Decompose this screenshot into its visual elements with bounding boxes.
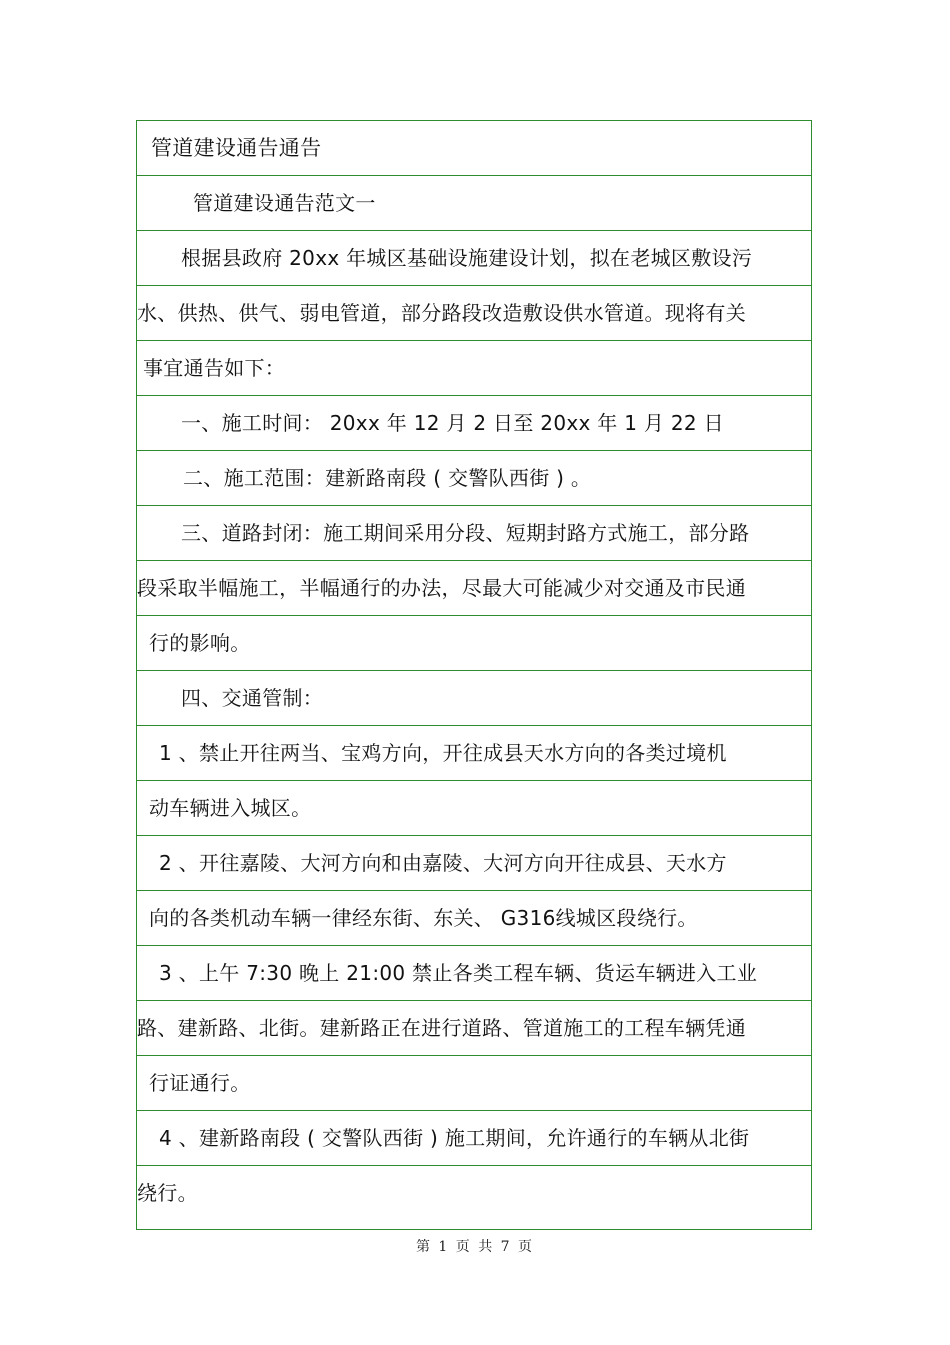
text-line: 行的影响。 [149, 631, 251, 655]
text-line: 管道建设通告范文一 [193, 191, 376, 215]
text-line: 二、施工范围：建新路南段 ( 交警队西街 ) 。 [183, 466, 592, 490]
text-line: 事宜通告如下： [143, 356, 286, 380]
text-row [137, 396, 811, 451]
text-row [137, 616, 811, 671]
text-line: 2 、开往嘉陵、大河方向和由嘉陵、大河方向开往成县、天水方 [159, 851, 727, 875]
document-title: 管道建设通告通告 [151, 136, 322, 160]
text-line: 一、施工时间： 20xx 年 12 月 2 日至 20xx 年 1 月 22 日 [181, 411, 724, 435]
page-number: 第 1 页 共 7 页 [415, 1239, 535, 1255]
text-line: 根据县政府 20xx 年城区基础设施建设计划，拟在老城区敷设污 [181, 246, 753, 270]
text-row [137, 1111, 811, 1166]
text-line: 四、交通管制： [181, 686, 324, 710]
text-row [137, 451, 811, 506]
text-row [137, 176, 811, 231]
text-row [137, 286, 811, 341]
text-row [137, 341, 811, 396]
text-row [137, 1001, 811, 1056]
text-row [137, 231, 811, 286]
text-line: 三、道路封闭：施工期间采用分段、短期封路方式施工，部分路 [181, 521, 750, 545]
text-line: 路、建新路、北街。建新路正在进行道路、管道施工的工程车辆凭通 [137, 1016, 746, 1040]
text-row [137, 836, 811, 891]
text-line: 4 、建新路南段 ( 交警队西街 ) 施工期间，允许通行的车辆从北街 [159, 1126, 750, 1150]
text-row [137, 726, 811, 781]
text-line: 向的各类机动车辆一律经东街、东关、 G316线城区段绕行。 [149, 906, 698, 930]
text-row [137, 561, 811, 616]
text-line: 段采取半幅施工，半幅通行的办法，尽最大可能减少对交通及市民通 [137, 576, 746, 600]
text-row [137, 946, 811, 1001]
text-row [137, 891, 811, 946]
text-row [137, 506, 811, 561]
text-line: 水、供热、供气、弱电管道，部分路段改造敷设供水管道。现将有关 [137, 301, 746, 325]
document-table [136, 120, 812, 1230]
text-row [137, 1166, 811, 1221]
text-line: 3 、上午 7:30 晚上 21:00 禁止各类工程车辆、货运车辆进入工业 [159, 961, 758, 985]
text-line: 行证通行。 [149, 1071, 251, 1095]
title-row [137, 121, 811, 176]
text-line: 绕行。 [137, 1181, 198, 1205]
text-line: 1 、禁止开往两当、宝鸡方向，开往成县天水方向的各类过境机 [159, 741, 727, 765]
text-row [137, 1056, 811, 1111]
text-line: 动车辆进入城区。 [149, 796, 312, 820]
text-row [137, 671, 811, 726]
text-row [137, 781, 811, 836]
